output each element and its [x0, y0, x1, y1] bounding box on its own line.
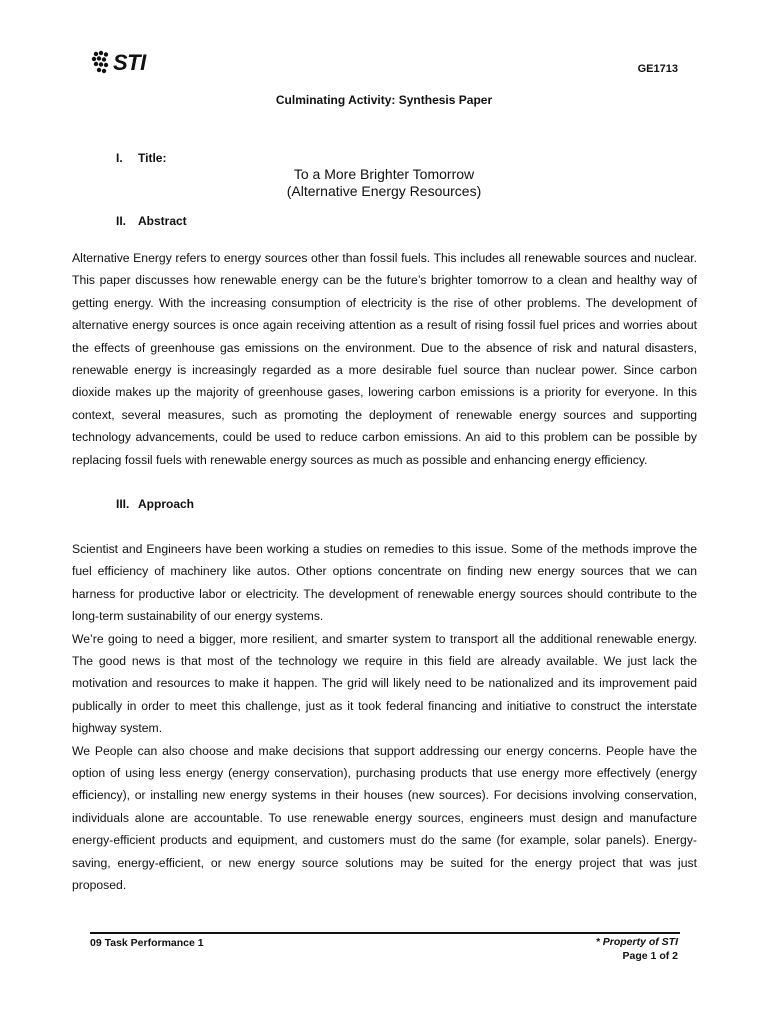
footer-property: * Property of STI	[595, 936, 678, 948]
footer-task-label: 09 Task Performance 1	[90, 937, 204, 949]
abstract-body	[72, 247, 697, 471]
approach-paragraph-2: We’re going to need a bigger, more resilient, and smarter system to transport all the additional renewable energy. The good news is that most of the technology we require in this field are already available. We just lack the motivation and resources to make it happen. The grid will likely need to be nationalized and its improvement paid publically in order to meet this challenge, just as it took federal financing and initiative to construct the interstate highway system.	[72, 631, 697, 736]
approach-paragraph-3: We People can also choose and make decisions that support addressing our energy concerns. People have the option of using less energy (energy conservation), purchasing products that use energy more effectively (energy efficiency), or installing new energy systems in their houses (new sources). For decisions involving conservation, individuals alone are accountable. To use renewable energy sources, engineers must design and manufacture energy-efficient products and equipment, and customers must do the same (for example, solar panels). Energy-saving, energy-efficient, or new energy source solutions may be suited for the energy project that was just proposed.	[72, 743, 697, 893]
paper-title-line1: To a More Brighter Tomorrow	[293, 166, 475, 182]
section-title-heading	[116, 151, 166, 165]
section-label: Approach	[138, 497, 195, 511]
document-code: GE1713	[637, 63, 678, 75]
approach-paragraph-1: Scientist and Engineers have been working a studies on remedies to this issue. Some of the methods improve the fuel efficiency of machinery like autos. Other options concentrate on finding new energy sources that we can harness for productive labor or electricity. The development of renewable energy sources should contribute to the long-term sustainability of our energy systems.	[72, 542, 697, 624]
section-label: Title:	[138, 151, 167, 165]
footer-right-block	[596, 935, 678, 963]
paper-title	[0, 166, 768, 200]
footer-page-number: Page 1 of 2	[622, 950, 678, 962]
document-title: Culminating Activity: Synthesis Paper	[275, 93, 493, 107]
section-approach-heading	[116, 497, 194, 511]
footer-divider	[90, 932, 680, 934]
section-label: Abstract	[138, 214, 187, 228]
sti-logo-icon	[90, 50, 112, 76]
paper-title-line2: (Alternative Energy Resources)	[286, 183, 482, 199]
logo-text: STI	[113, 50, 146, 75]
section-number: II.	[116, 214, 127, 228]
sti-logo	[90, 48, 146, 78]
section-abstract-heading	[116, 214, 187, 228]
section-number: III.	[116, 497, 130, 511]
approach-body	[72, 538, 697, 897]
abstract-paragraph: Alternative Energy refers to energy sources other than fossil fuels. This includes all renewable sources and nuclear. This paper discusses how renewable energy can be the future’s brighter tomorrow to a clean and healthy way of getting energy. With the increasing consumption of electricity is the rise of other problems. The development of alternative energy sources is once again receiving attention as a result of rising fossil fuel prices and worries about the effects of greenhouse gas emissions on the environment. Due to the absence of risk and natural disasters, renewable energy is increasingly regarded as a more desirable fuel source than nuclear power. Since carbon dioxide makes up the majority of greenhouse gases, lowering carbon emissions is a priority for everyone. In this context, several measures, such as promoting the deployment of renewable energy sources and supporting technology advancements, could be used to reduce carbon emissions. An aid to this problem can be possible by replacing fossil fuels with renewable energy sources as much as possible and enhancing energy efficiency.	[72, 251, 697, 467]
section-number: I.	[116, 151, 123, 165]
